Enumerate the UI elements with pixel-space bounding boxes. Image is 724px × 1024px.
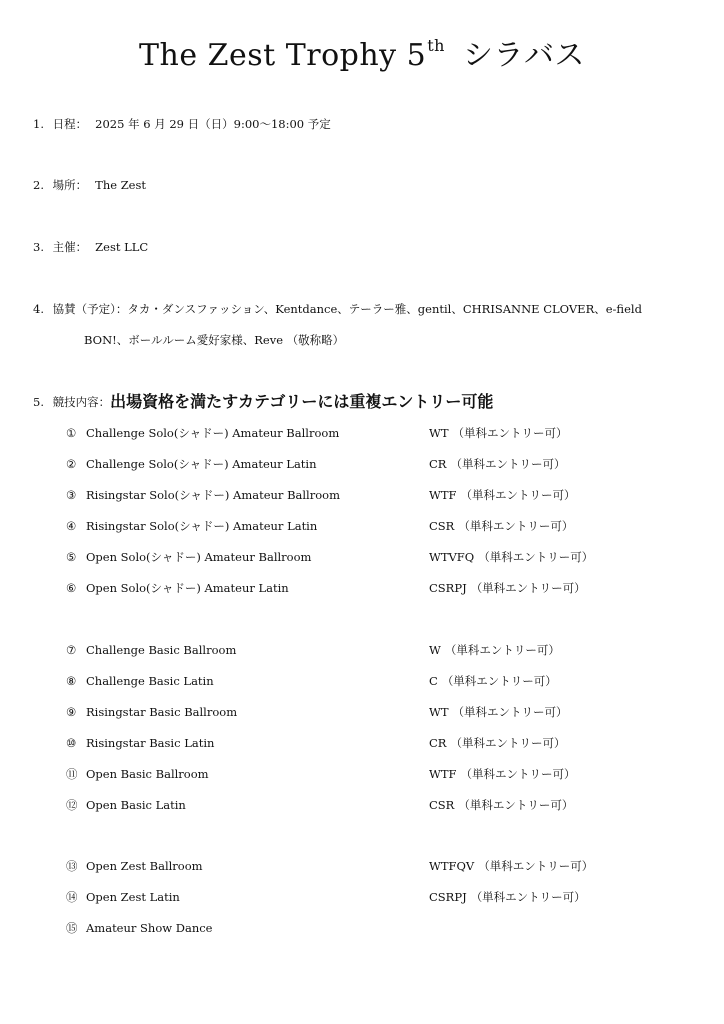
event-item	[66, 673, 214, 689]
event-name: Risingstar Basic Ballroom	[86, 705, 238, 719]
entry-note: （単科エントリー可）	[470, 890, 586, 904]
entry-note: （単科エントリー可）	[452, 426, 568, 440]
section-label: 場所：	[52, 178, 88, 192]
sponsor-list-line1: タカ・ダンスファッション、Kentdance、テーラー雅、gentil、CHRISANNE CLOVER、e-field	[127, 302, 642, 316]
event-name: Challenge Basic Latin	[86, 674, 214, 688]
dance-codes: C	[429, 674, 438, 688]
event-name: Risingstar Solo(シャドー) Amateur Ballroom	[86, 488, 340, 502]
event-name: Open Zest Ballroom	[86, 859, 203, 873]
entry-note: （単科エントリー可）	[458, 519, 574, 533]
dance-codes: CR	[429, 457, 447, 471]
event-item	[66, 766, 209, 782]
entry-note: （単科エントリー可）	[441, 674, 557, 688]
section-label: 競技内容：	[52, 395, 111, 409]
event-name: Amateur Show Dance	[86, 921, 213, 935]
section-label: 協賛（予定）：	[52, 302, 128, 316]
event-dances	[429, 549, 593, 565]
event-number: ⑭	[66, 890, 78, 904]
entry-note: （単科エントリー可）	[450, 736, 566, 750]
section-number: 5.	[33, 395, 44, 409]
event-number: ⑦	[66, 643, 77, 657]
event-number: ③	[66, 488, 77, 502]
event-name: Risingstar Solo(シャドー) Amateur Latin	[86, 519, 318, 533]
event-dances	[429, 487, 575, 503]
event-item	[66, 518, 317, 534]
event-name: Open Basic Ballroom	[86, 767, 209, 781]
event-dances	[429, 704, 568, 720]
event-name: Challenge Basic Ballroom	[86, 643, 237, 657]
event-item	[66, 858, 203, 874]
entry-note: （単科エントリー可）	[478, 550, 594, 564]
event-item	[66, 797, 186, 813]
event-item	[66, 642, 236, 658]
entry-note: （単科エントリー可）	[450, 457, 566, 471]
event-number: ⑮	[66, 921, 78, 935]
section-venue	[33, 177, 146, 193]
event-number: ⑫	[66, 798, 78, 812]
section-sponsor	[33, 301, 642, 317]
event-dances	[429, 858, 593, 874]
sponsor-list-line2: BON!、ボールルーム愛好家様、Reve （敬称略）	[84, 333, 345, 347]
page-title	[0, 30, 724, 74]
event-dances	[429, 673, 557, 689]
event-name: Open Zest Latin	[86, 890, 180, 904]
event-dances	[429, 766, 575, 782]
dance-codes: CSR	[429, 519, 455, 533]
section-label: 日程：	[52, 117, 88, 131]
event-name: Risingstar Basic Latin	[86, 736, 215, 750]
event-dances	[429, 797, 573, 813]
section-value: The Zest	[95, 178, 147, 192]
dance-codes: W	[429, 643, 441, 657]
entry-note: （単科エントリー可）	[452, 705, 568, 719]
event-item	[66, 920, 213, 936]
event-number: ①	[66, 426, 77, 440]
dance-codes: WTFQV	[429, 859, 475, 873]
event-name: Open Solo(シャドー) Amateur Ballroom	[86, 550, 312, 564]
event-number: ⑧	[66, 674, 77, 688]
dance-codes: WT	[429, 705, 449, 719]
section-number: 3.	[33, 240, 44, 254]
entry-note: （単科エントリー可）	[458, 798, 574, 812]
event-name: Open Basic Latin	[86, 798, 186, 812]
section-host	[33, 239, 148, 255]
event-number: ⑥	[66, 581, 77, 595]
event-dances	[429, 425, 568, 441]
event-dances	[429, 580, 586, 596]
section-events	[33, 394, 493, 410]
event-item	[66, 549, 311, 565]
section-label: 主催：	[52, 240, 88, 254]
event-number: ⑩	[66, 736, 77, 750]
event-item	[66, 735, 214, 751]
entry-note: （単科エントリー可）	[460, 767, 576, 781]
event-number: ④	[66, 519, 77, 533]
dance-codes: WTF	[429, 767, 457, 781]
event-number: ⑬	[66, 859, 78, 873]
event-name: Challenge Solo(シャドー) Amateur Ballroom	[86, 426, 340, 440]
event-number: ⑤	[66, 550, 77, 564]
event-item	[66, 487, 340, 503]
entry-note: （単科エントリー可）	[444, 643, 560, 657]
event-item	[66, 889, 180, 905]
dance-codes: WTVFQ	[429, 550, 475, 564]
dance-codes: WT	[429, 426, 449, 440]
section-number: 4.	[33, 302, 44, 316]
event-dances	[429, 518, 573, 534]
event-dances	[429, 456, 565, 472]
title-superscript: th	[427, 36, 445, 55]
title-suffix: シラバス	[462, 38, 585, 73]
event-number: ⑪	[66, 767, 78, 781]
dance-codes: CSRPJ	[429, 890, 467, 904]
event-number: ⑨	[66, 705, 77, 719]
title-main: The Zest Trophy 5	[139, 38, 427, 73]
event-dances	[429, 889, 586, 905]
event-item	[66, 425, 339, 441]
event-item	[66, 704, 237, 720]
event-name: Open Solo(シャドー) Amateur Latin	[86, 581, 289, 595]
dance-codes: WTF	[429, 488, 457, 502]
event-dances	[429, 642, 560, 658]
entry-note: （単科エントリー可）	[460, 488, 576, 502]
section-value: 2025 年 6 月 29 日（日）9:00〜18:00 予定	[95, 117, 331, 131]
events-headline: 出場資格を満たすカテゴリーには重複エントリー可能	[110, 392, 494, 411]
section-value: Zest LLC	[95, 240, 149, 254]
section-number: 2.	[33, 178, 44, 192]
event-dances	[429, 735, 565, 751]
entry-note: （単科エントリー可）	[470, 581, 586, 595]
section-number: 1.	[33, 117, 44, 131]
event-item	[66, 456, 317, 472]
dance-codes: CR	[429, 736, 447, 750]
section-date	[33, 116, 331, 132]
event-number: ②	[66, 457, 77, 471]
event-item	[66, 580, 289, 596]
entry-note: （単科エントリー可）	[478, 859, 594, 873]
dance-codes: CSRPJ	[429, 581, 467, 595]
event-name: Challenge Solo(シャドー) Amateur Latin	[86, 457, 317, 471]
dance-codes: CSR	[429, 798, 455, 812]
